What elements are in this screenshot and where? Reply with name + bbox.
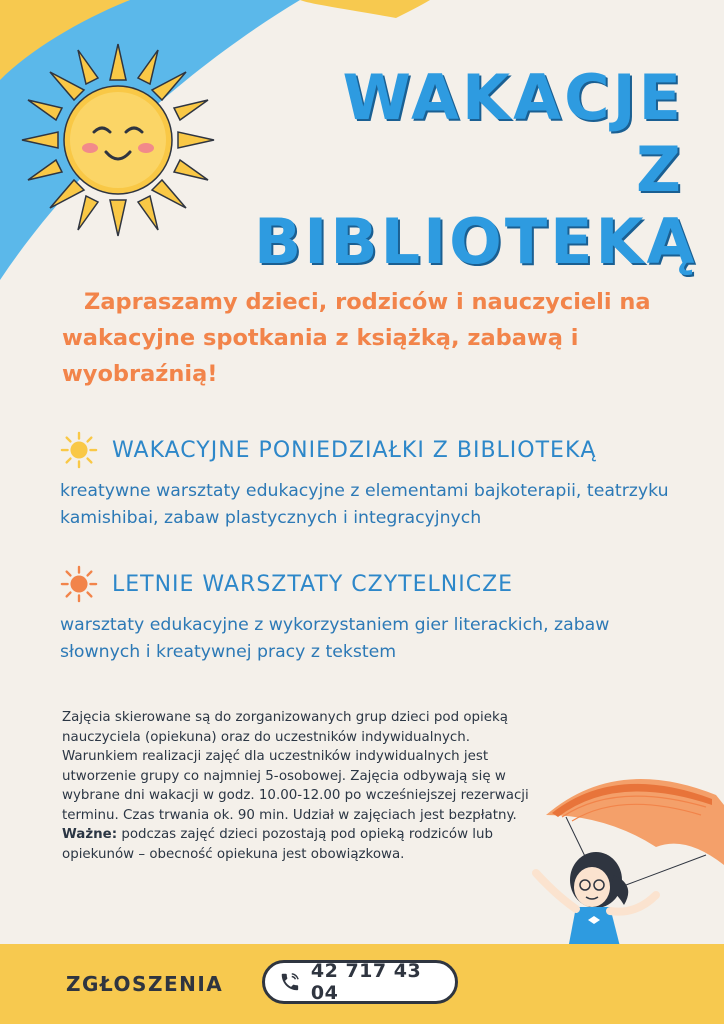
registration-label: ZGŁOSZENIA bbox=[66, 972, 224, 996]
sun-icon bbox=[60, 431, 98, 469]
section-description: warsztaty edukacyjne z wykorzystaniem gier literackich, zabaw słownych i kreatywnej pracy z tekstem bbox=[60, 615, 610, 662]
phone-number: 42 717 43 04 bbox=[310, 960, 422, 1004]
section-summer-mondays bbox=[60, 430, 680, 532]
section-reading-workshops bbox=[60, 564, 680, 666]
intro-paragraph: Zapraszamy dzieci, rodziców i nauczycieli na wakacyjne spotkania z książką, zabawą i wyobraźnią! bbox=[62, 289, 651, 387]
section-description: kreatywne warsztaty edukacyjne z elementami bajkoterapii, teatrzyku kamishibai, zabaw plastycznych i integracyjnych bbox=[60, 481, 669, 528]
phone-button[interactable] bbox=[262, 960, 458, 1004]
section-title: WAKACYJNE PONIEDZIAŁKI Z BIBLIOTEKĄ bbox=[112, 437, 597, 463]
info-text: Zajęcia skierowane są do zorganizowanych grup dzieci pod opieką nauczyciela (opiekuna) oraz do uczestników indywidualnych. Warunkiem realizacji zajęć dla uczestników indywidualnych jest utworzenie grupy co najmniej 5-osobowej. Zajęcia odbywają się w wybrane dni wakacji w godz. 10.00-12.00 po wcześniejszej rezerwacji terminu. Czas trwania ok. 90 min. Udział w zajęciach jest bezpłatny. bbox=[62, 710, 529, 823]
important-text: podczas zajęć dzieci pozostają pod opieką rodziców lub opiekunów – obecność opiekuna jest obowiązkowa. bbox=[62, 827, 493, 862]
intro-text bbox=[62, 284, 682, 392]
title-line-2: Z BIBLIOTEKĄ bbox=[254, 133, 698, 278]
important-label: Ważne: bbox=[62, 827, 118, 842]
section-title: LETNIE WARSZTATY CZYTELNICZE bbox=[112, 571, 514, 597]
sun-icon bbox=[60, 565, 98, 603]
info-paragraph bbox=[62, 708, 532, 864]
phone-icon bbox=[279, 971, 301, 993]
sun-illustration bbox=[18, 40, 218, 240]
footer-bar bbox=[0, 944, 724, 1024]
poster-title bbox=[254, 61, 698, 278]
title-line-1: WAKACJE bbox=[342, 61, 684, 134]
